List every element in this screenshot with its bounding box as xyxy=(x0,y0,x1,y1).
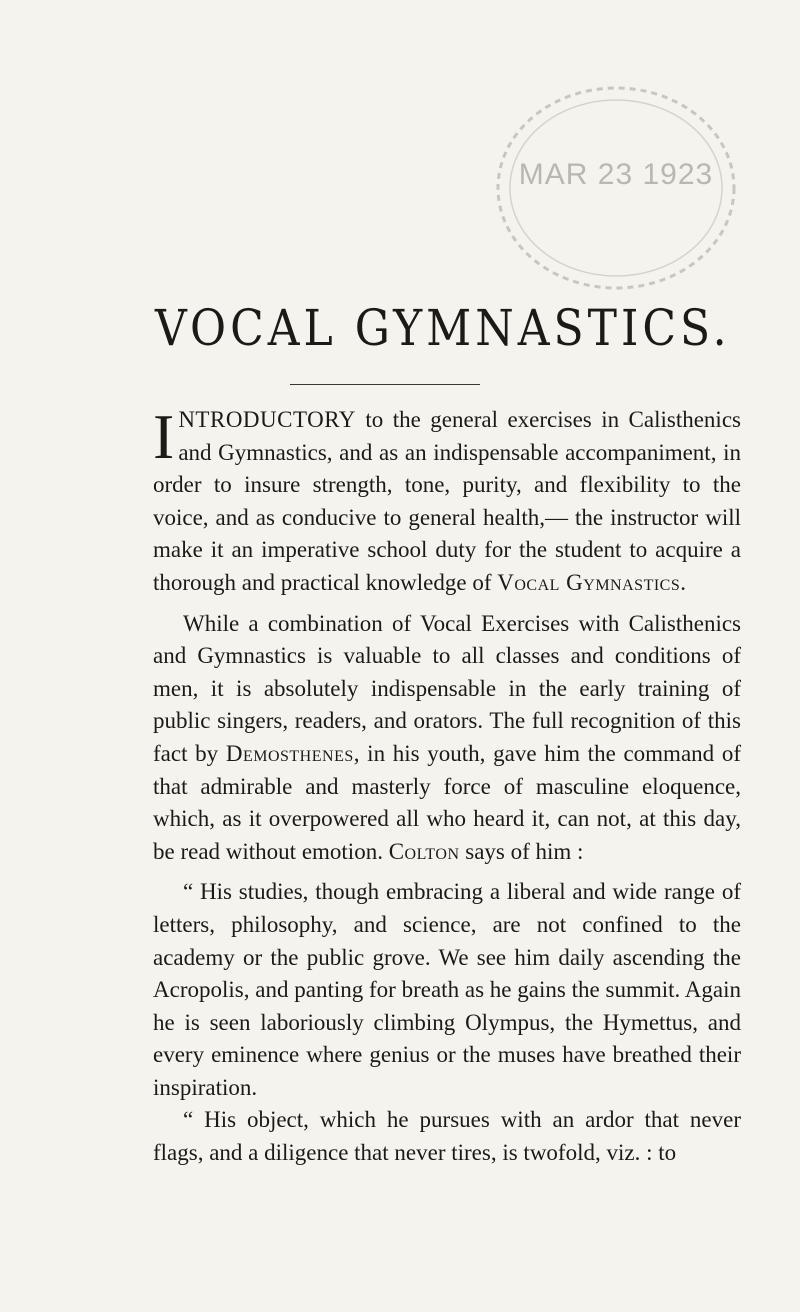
library-stamp xyxy=(488,76,744,306)
paragraph-text: to the general exercises in Calisthenics and Gymnastics, and as an indispensable accompaniment, in order to insure strength, tone, purity, and flexibility to the voice, and as conducive to general health,— the instructor will make it an imperative school duty for the student to acquire a thorough and practical knowledge of xyxy=(153,407,741,595)
name-demosthenes: Demosthenes xyxy=(225,740,354,766)
paragraph-text: says of him : xyxy=(459,838,584,864)
body-text xyxy=(153,401,741,1170)
name-colton: Colton xyxy=(388,838,460,864)
paragraph-end: . xyxy=(680,569,686,595)
stamp-date: MAR 23 1923 xyxy=(518,158,714,191)
page-title: VOCAL GYMNASTICS. xyxy=(155,300,731,358)
drop-cap: I xyxy=(153,401,175,472)
paragraph-demosthenes xyxy=(153,608,741,869)
paragraph-text: , in his youth, gave him the command of that admirable and masterly force of masculine eloquence, which, as it overpowered all who heard it, can not, at this day, be read without emotion. xyxy=(153,740,741,864)
paragraph-text: While a combination of Vocal Exercises with Calisthenics and Gymnastics is valuable to all classes and conditions of men, it is absolutely indispensable in the early training of public singers, readers, and orators. The full recognition of this fact by xyxy=(153,610,741,766)
paragraph-introductory xyxy=(153,401,741,600)
paragraph-quote-studies: “ His studies, though embracing a liberal and wide range of letters, philosophy, and science, are not confined to the academy or the public grove. We see him daily ascending the Acropolis, and panting for breath as he gains the summit. Again he is seen laboriously climbing Olympus, the Hymettus, and every eminence where genius or the muses have breathed their inspiration. xyxy=(153,879,741,1100)
emphasis-vocal-gymnastics: Vocal Gymnastics xyxy=(497,569,681,595)
paragraph-quote-object: “ His object, which he pursues with an ardor that never flags, and a diligence that never tires, is twofold, viz. : to xyxy=(153,1107,741,1166)
lead-word: NTRODUCTORY xyxy=(178,407,356,432)
title-divider xyxy=(290,384,480,385)
